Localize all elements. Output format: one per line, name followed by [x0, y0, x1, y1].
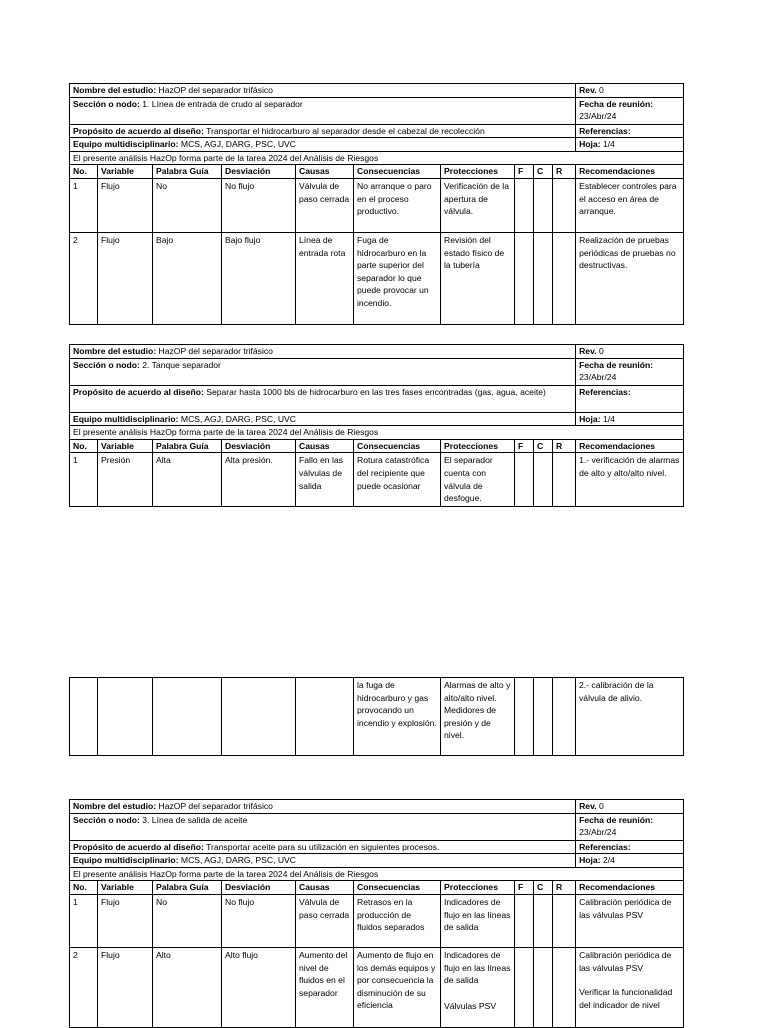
- table-row: [70, 947, 684, 1027]
- col-guide-word: Palabra Guía: [153, 439, 222, 453]
- row-recommendations: 2.- calibración de la válvula de alivio.: [576, 678, 684, 756]
- row-recommendations: [576, 947, 684, 1027]
- team-cell: Equipo multidisciplinario: MCS, AGJ, DARG, PSC, UVC: [70, 412, 576, 426]
- sheet-cell: Hoja: 2/4: [576, 854, 684, 868]
- col-recommendations: Recomendaciones: [576, 165, 684, 179]
- row-no: 2: [70, 232, 98, 324]
- row-guide-word: [153, 678, 222, 756]
- row-recommendations-text: Calibración periódica de las válvulas PSV: [579, 949, 672, 973]
- hazop-table-node-2: [69, 344, 684, 507]
- column-header-row: [70, 165, 684, 179]
- row-causes: Válvula de paso cerrada: [296, 894, 354, 947]
- row-c: [534, 678, 553, 756]
- row-r: [553, 947, 576, 1027]
- hazop-table-node-3: [69, 799, 684, 1028]
- hazop-table-node-1: [69, 83, 684, 325]
- rev-cell: Rev. 0: [576, 345, 684, 359]
- row-protections: Revisión del estado físico de la tubería: [441, 232, 515, 324]
- col-f: F: [515, 881, 534, 895]
- row-c: [534, 894, 553, 947]
- column-header-row: [70, 881, 684, 895]
- references-cell: Referencias:: [576, 840, 684, 854]
- hazop-table-node-2-continuation: [69, 677, 684, 756]
- row-r: [553, 894, 576, 947]
- section-cell: Sección o nodo: 3. Línea de salida de aceite: [70, 813, 576, 840]
- rev-cell: Rev. 0: [576, 800, 684, 814]
- row-variable: Presión: [98, 453, 153, 506]
- row-variable: Flujo: [98, 178, 153, 232]
- col-r: R: [553, 439, 576, 453]
- rev-cell: Rev. 0: [576, 84, 684, 98]
- row-no: [70, 678, 98, 756]
- col-variable: Variable: [98, 165, 153, 179]
- row-variable: Flujo: [98, 894, 153, 947]
- row-c: [534, 178, 553, 232]
- col-deviation: Desviación: [222, 439, 296, 453]
- row-variable: Flujo: [98, 947, 153, 1027]
- row-deviation: No flujo: [222, 178, 296, 232]
- col-consequences: Consecuencias: [354, 881, 441, 895]
- col-causes: Causas: [296, 881, 354, 895]
- col-causes: Causas: [296, 439, 354, 453]
- row-recommendations: Calibración periódica de las válvulas PSV: [576, 894, 684, 947]
- section-cell: Sección o nodo: 1. Línea de entrada de crudo al separador: [70, 97, 576, 124]
- col-protections: Protecciones: [441, 165, 515, 179]
- row-no: 1: [70, 178, 98, 232]
- meeting-date-cell: Fecha de reunión: 23/Abr/24: [576, 97, 684, 124]
- col-consequences: Consecuencias: [354, 439, 441, 453]
- col-c: C: [534, 439, 553, 453]
- row-c: [534, 232, 553, 324]
- row-deviation: [222, 678, 296, 756]
- table-row: [70, 894, 684, 947]
- row-recommendations: Establecer controles para el acceso en área de arranque.: [576, 178, 684, 232]
- note-cell: El presente análisis HazOp forma parte de la tarea 2024 del Análisis de Riesgos: [70, 426, 684, 440]
- references-cell: Referencias:: [576, 124, 684, 138]
- row-consequences: Aumento de flujo en los demás equipos y por consecuencia la disminución de su eficiencia: [354, 947, 441, 1027]
- col-guide-word: Palabra Guía: [153, 165, 222, 179]
- row-f: [515, 232, 534, 324]
- col-protections: Protecciones: [441, 881, 515, 895]
- study-name-cell: Nombre del estudio: HazOP del separador trifásico: [70, 84, 576, 98]
- note-cell: El presente análisis HazOp forma parte de la tarea 2024 del Análisis de Riesgos: [70, 867, 684, 881]
- meeting-date-cell: Fecha de reunión: 23/Abr/24: [576, 358, 684, 385]
- row-recommendations: Realización de pruebas periódicas de pruebas no destructivas.: [576, 232, 684, 324]
- col-recommendations: Recomendaciones: [576, 881, 684, 895]
- references-cell: Referencias:: [576, 385, 684, 412]
- row-protections: Verificación de la apertura de válvula.: [441, 178, 515, 232]
- row-protections: Alarmas de alto y alto/alto nivel. Medidores de presión y de nivel.: [441, 678, 515, 756]
- col-deviation: Desviación: [222, 881, 296, 895]
- row-recommendations: 1.- verificación de alarmas de alto y alto/alto nivel.: [576, 453, 684, 506]
- row-f: [515, 678, 534, 756]
- row-causes: Fallo en las válvulas de salida: [296, 453, 354, 506]
- table-row: [70, 232, 684, 324]
- col-guide-word: Palabra Guía: [153, 881, 222, 895]
- row-r: [553, 232, 576, 324]
- table-row: [70, 678, 684, 756]
- row-protections: [441, 947, 515, 1027]
- row-guide-word: Bajo: [153, 232, 222, 324]
- study-name-cell: Nombre del estudio: HazOP del separador trifásico: [70, 345, 576, 359]
- col-f: F: [515, 165, 534, 179]
- row-f: [515, 894, 534, 947]
- table-row: [70, 178, 684, 232]
- row-causes: Válvula de paso cerrada: [296, 178, 354, 232]
- row-r: [553, 178, 576, 232]
- team-cell: Equipo multidisciplinario: MCS, AGJ, DARG, PSC, UVC: [70, 138, 576, 152]
- note-cell: El presente análisis HazOp forma parte de la tarea 2024 del Análisis de Riesgos: [70, 151, 684, 165]
- row-r: [553, 453, 576, 506]
- table-row: [70, 453, 684, 506]
- study-name-cell: Nombre del estudio: HazOP del separador trifásico: [70, 800, 576, 814]
- row-f: [515, 178, 534, 232]
- col-c: C: [534, 165, 553, 179]
- sheet-cell: Hoja: 1/4: [576, 412, 684, 426]
- row-guide-word: No: [153, 178, 222, 232]
- col-no: No.: [70, 439, 98, 453]
- row-protections: El separador cuenta con válvula de desfogue.: [441, 453, 515, 506]
- purpose-cell: Propósito de acuerdo al diseño: Transportar aceite para su utilización en siguientes procesos.: [70, 840, 576, 854]
- row-no: 1: [70, 453, 98, 506]
- row-protections: Indicadores de flujo en las líneas de salida: [441, 894, 515, 947]
- row-c: [534, 453, 553, 506]
- row-guide-word: No: [153, 894, 222, 947]
- purpose-cell: Propósito de acuerdo al diseño: Transportar el hidrocarburo al separador desde el cabezal de recolección: [70, 124, 576, 138]
- col-r: R: [553, 881, 576, 895]
- row-guide-word: Alta: [153, 453, 222, 506]
- col-f: F: [515, 439, 534, 453]
- row-variable: [98, 678, 153, 756]
- row-variable: Flujo: [98, 232, 153, 324]
- col-no: No.: [70, 165, 98, 179]
- column-header-row: [70, 439, 684, 453]
- row-guide-word: Alto: [153, 947, 222, 1027]
- row-causes: Línea de entrada rota: [296, 232, 354, 324]
- col-r: R: [553, 165, 576, 179]
- col-no: No.: [70, 881, 98, 895]
- col-protections: Protecciones: [441, 439, 515, 453]
- row-r: [553, 678, 576, 756]
- row-consequences: Rotura catastrófica del recipiente que puede ocasionar: [354, 453, 441, 506]
- row-no: 1: [70, 894, 98, 947]
- sheet-cell: Hoja: 1/4: [576, 138, 684, 152]
- row-consequences: Fuga de hidrocarburo en la parte superior del separador lo que puede provocar un incendio.: [354, 232, 441, 324]
- col-variable: Variable: [98, 439, 153, 453]
- col-c: C: [534, 881, 553, 895]
- row-deviation: Alta presión.: [222, 453, 296, 506]
- row-f: [515, 453, 534, 506]
- col-causes: Causas: [296, 165, 354, 179]
- row-consequences: No arranque o paro en el proceso productivo.: [354, 178, 441, 232]
- row-deviation: Bajo flujo: [222, 232, 296, 324]
- row-protections-text: Indicadores de flujo en las líneas de salida: [444, 949, 511, 986]
- row-causes: [296, 678, 354, 756]
- row-c: [534, 947, 553, 1027]
- row-f: [515, 947, 534, 1027]
- col-deviation: Desviación: [222, 165, 296, 179]
- row-consequences: la fuga de hidrocarburo y gas provocando un incendio y explosión.: [354, 678, 441, 756]
- col-recommendations: Recomendaciones: [576, 439, 684, 453]
- team-cell: Equipo multidisciplinario: MCS, AGJ, DARG, PSC, UVC: [70, 854, 576, 868]
- row-causes: Aumento del nivel de fluidos en el separador: [296, 947, 354, 1027]
- row-protections-extra: Válvulas PSV: [444, 1000, 497, 1011]
- section-cell: Sección o nodo: 2. Tanque separador: [70, 358, 576, 385]
- col-consequences: Consecuencias: [354, 165, 441, 179]
- col-variable: Variable: [98, 881, 153, 895]
- row-deviation: Alto flujo: [222, 947, 296, 1027]
- meeting-date-cell: Fecha de reunión: 23/Abr/24: [576, 813, 684, 840]
- row-consequences: Retrasos en la producción de fluidos separados: [354, 894, 441, 947]
- row-deviation: No flujo: [222, 894, 296, 947]
- row-recommendations-extra: Verificar la funcionalidad del indicador de nivel: [579, 987, 673, 1010]
- purpose-cell: Propósito de acuerdo al diseño: Separar hasta 1000 bls de hidrocarburo en las tres fases encontradas (gas, agua, aceite): [70, 385, 576, 412]
- row-no: 2: [70, 947, 98, 1027]
